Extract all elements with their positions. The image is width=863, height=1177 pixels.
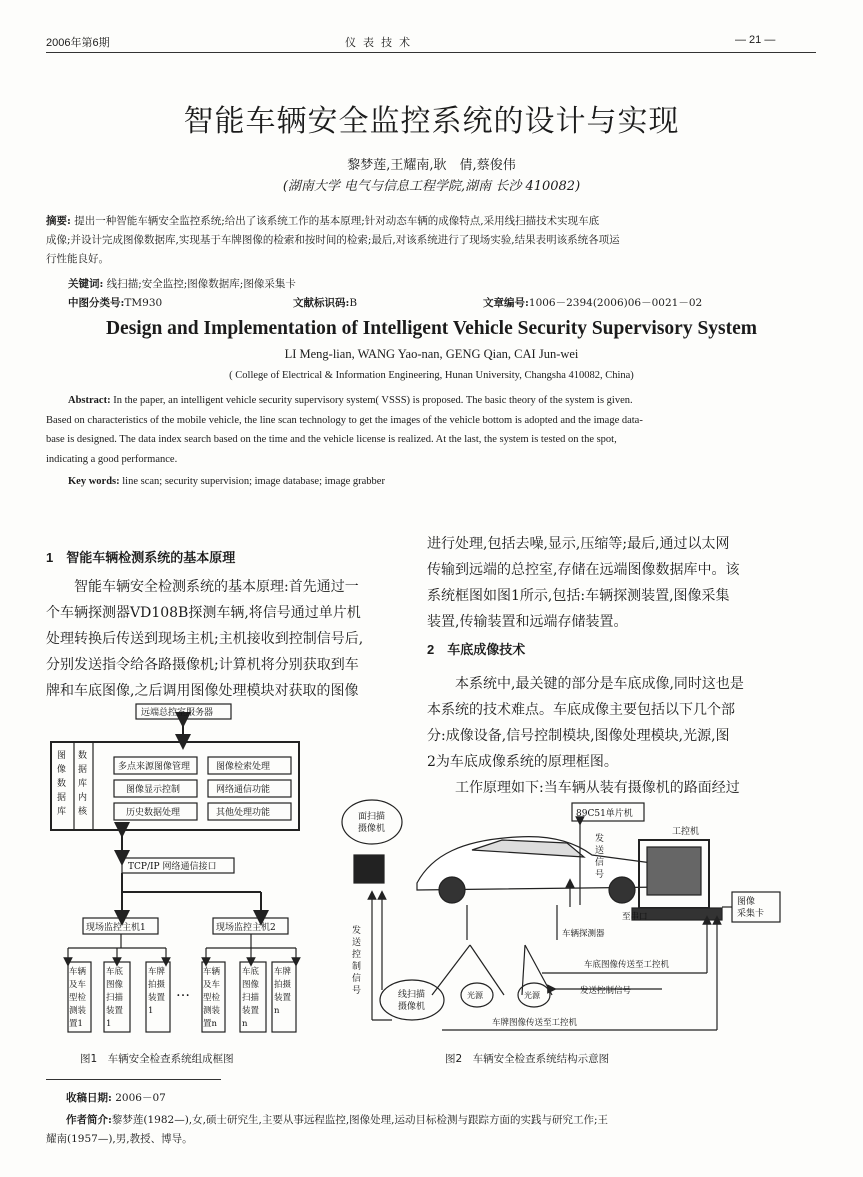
svg-text:核: 核 — [78, 807, 88, 817]
page-number: — 21 — — [735, 34, 776, 46]
abstract-en — [46, 391, 816, 469]
received-value: 2006－07 — [115, 1092, 166, 1104]
svg-text:信: 信 — [595, 858, 605, 868]
doc-code-value: B — [349, 297, 358, 309]
cell-label: 图像显示控制 — [126, 785, 181, 795]
mcu-label: 89C51单片机 — [576, 809, 633, 819]
cell-label: 多点来源图像管理 — [118, 762, 191, 772]
body-line: 2为车底成像系统的原理框图。 — [427, 754, 618, 770]
serial-label: 至串口 — [622, 912, 648, 922]
svg-text:号: 号 — [352, 986, 362, 996]
abstract-cn-label: 摘要: — [46, 215, 71, 227]
svg-text:号: 号 — [595, 870, 605, 880]
abstract-en-line: base is designed. The data index search based on the time and the vehicle license is realized. At the last, the system is tested on the spot, — [46, 434, 617, 445]
body-line: 分别发送指令给各路摄像机;计算机将分别获取到车 — [46, 657, 359, 673]
affiliation: (湖南大学 电气与信息工程学院,湖南 长沙 410082) — [282, 179, 581, 194]
received-date — [66, 1089, 166, 1108]
area-camera-label: 面扫描 — [358, 812, 386, 822]
svg-text:信: 信 — [352, 974, 362, 984]
area-camera-icon — [354, 855, 384, 883]
keywords-cn-text: 线扫描;安全监控;图像数据库;图像采集卡 — [106, 278, 296, 290]
bottom-image-label: 车底图像传送至工控机 — [584, 960, 670, 970]
body-line: 处理转换后传送到现场主机;主机接收到控制信号后, — [46, 631, 364, 647]
svg-text:测装: 测装 — [203, 1006, 221, 1016]
body-line: 智能车辆安全检测系统的基本原理:首先通过一 — [74, 579, 359, 595]
keywords-cn-label: 关键词: — [68, 278, 104, 290]
svg-text:及车: 及车 — [69, 980, 87, 990]
doc-code-label: 文献标识码: — [293, 297, 350, 309]
figure-2-diagram — [322, 795, 817, 1040]
svg-text:装置: 装置 — [106, 1006, 124, 1016]
abstract-cn-line: 行性能良好。 — [46, 253, 109, 265]
clc-value: TM930 — [124, 297, 163, 309]
paper-title: 智能车辆安全监控系统的设计与实现 — [183, 104, 680, 139]
section2-heading: 2 车底成像技术 — [427, 642, 526, 657]
grabber-label: 图像 — [737, 897, 756, 907]
svg-text:置n: 置n — [203, 1019, 217, 1029]
grabber-label: 采集卡 — [737, 909, 765, 919]
right-column-top — [427, 531, 807, 635]
article-no-value: 1006－2394(2006)06－0021－02 — [528, 297, 703, 309]
en-authors: LI Meng-lian, WANG Yao-nan, GENG Qian, CAI Jun-wei — [284, 347, 579, 361]
svg-text:库: 库 — [78, 779, 88, 789]
abstract-cn-line: 提出一种智能车辆安全监控系统;给出了该系统工作的基本原理;针对动态车辆的成像特点,采用线扫描技术实现车底 — [74, 215, 600, 227]
svg-text:型检: 型检 — [203, 993, 221, 1003]
en-title: Design and Implementation of Intelligent Vehicle Security Supervisory System — [105, 318, 758, 339]
svg-text:送: 送 — [352, 938, 362, 948]
bio-line: 黎梦莲(1982—),女,硕士研究生,主要从事远程监控,图像处理,运动目标检测与跟踪方面的实践与研究工作;王 — [111, 1114, 609, 1126]
svg-text:装置: 装置 — [274, 993, 292, 1003]
svg-text:1: 1 — [148, 1006, 154, 1016]
svg-text:n: n — [274, 1006, 280, 1016]
svg-text:数: 数 — [78, 751, 88, 761]
line-camera-bubble — [380, 980, 444, 1020]
server-label: 远端总控室服务器 — [141, 708, 214, 718]
svg-text:制: 制 — [352, 962, 362, 972]
cell-label: 其他处理功能 — [216, 808, 271, 818]
body-line: 本系统中,最关键的部分是车底成像,同时这也是 — [455, 676, 744, 692]
journal-name: 仪 表 技 术 — [345, 37, 413, 49]
tcp-label: TCP/IP 网络通信接口 — [128, 862, 217, 872]
classification-row — [68, 294, 808, 313]
svg-text:扫描: 扫描 — [106, 993, 124, 1003]
author-bio — [46, 1111, 821, 1149]
line-camera-label: 线扫描 — [398, 990, 426, 1000]
abstract-en-line: In the paper, an intelligent vehicle security supervisory system( VSSS) is proposed. The basic theory of the system is given. — [113, 395, 633, 406]
kernel-vertical-label — [78, 749, 88, 817]
svg-text:及车: 及车 — [203, 980, 221, 990]
abstract-cn — [46, 212, 816, 269]
svg-text:像: 像 — [57, 765, 67, 775]
footnote-rule — [46, 1079, 221, 1080]
body-line: 装置,传输装置和远端存储装置。 — [427, 614, 628, 630]
section2-body — [427, 671, 807, 801]
svg-text:扫描: 扫描 — [242, 993, 260, 1003]
abstract-cn-line: 成像;并设计完成图像数据库,实现基于车牌图像的检索和按时间的检索;最后,对该系统进行了现场实验,结果表明该系统各项运 — [46, 234, 620, 246]
figure-1-caption: 图1 车辆安全检查系统组成框图 — [80, 1053, 234, 1065]
abstract-en-line: Based on characteristics of the mobile vehicle, the line scan technology to get the images of the vehicle bottom is adopted and the image data- — [46, 414, 643, 426]
svg-text:n: n — [242, 1019, 248, 1029]
body-line: 进行处理,包括去噪,显示,压缩等;最后,通过以太网 — [427, 536, 730, 552]
svg-text:拍摄: 拍摄 — [148, 980, 166, 990]
ellipsis: … — [176, 984, 190, 1000]
body-line: 分:成像设备,信号控制模块,图像处理模块,光源,图 — [427, 728, 730, 744]
svg-text:装置: 装置 — [148, 993, 166, 1003]
control-signal-label: 发送控制信号 — [580, 986, 632, 996]
host1-label: 现场监控主机1 — [86, 923, 146, 933]
body-line: 传输到远端的总控室,存储在远端图像数据库中。该 — [427, 562, 740, 578]
clc-label: 中图分类号: — [68, 297, 125, 309]
svg-text:1: 1 — [106, 1019, 112, 1029]
plate-image-label: 车牌图像传送至工控机 — [492, 1018, 578, 1028]
host2-label: 现场监控主机2 — [216, 923, 276, 933]
svg-text:车底: 车底 — [106, 967, 124, 977]
line-camera-label: 摄像机 — [398, 1002, 426, 1012]
svg-text:型检: 型检 — [69, 993, 87, 1003]
svg-text:拍摄: 拍摄 — [274, 980, 292, 990]
svg-text:图像: 图像 — [242, 980, 260, 990]
light-label: 光源 — [524, 991, 540, 1000]
svg-text:库: 库 — [57, 807, 67, 817]
keywords-en — [68, 476, 385, 487]
header-rule — [46, 52, 816, 53]
control-signal-vertical-label — [352, 924, 361, 996]
body-line: 牌和车底图像,之后调用图像处理模块对获取的图像 — [46, 683, 359, 699]
section1-heading: 1 智能车辆检测系统的基本原理 — [46, 550, 236, 565]
svg-text:发: 发 — [595, 834, 605, 844]
svg-text:据: 据 — [78, 765, 88, 775]
body-line: 个车辆探测器VD108B探测车辆,将信号通过单片机 — [46, 605, 361, 621]
svg-text:车辆: 车辆 — [69, 967, 87, 977]
keywords-en-text: line scan; security supervision; image database; image grabber — [122, 476, 385, 487]
area-camera-label: 摄像机 — [358, 824, 386, 834]
cell-label: 历史数据处理 — [126, 808, 181, 818]
svg-text:置1: 置1 — [69, 1019, 83, 1029]
light-label: 光源 — [467, 991, 483, 1000]
section1-body — [46, 574, 416, 704]
svg-text:图: 图 — [57, 751, 67, 761]
svg-text:数: 数 — [57, 779, 67, 789]
body-line: 本系统的技术难点。车底成像主要包括以下几个部 — [427, 702, 735, 718]
received-label: 收稿日期: — [66, 1092, 112, 1104]
svg-text:据: 据 — [57, 793, 67, 803]
abstract-en-line: indicating a good performance. — [46, 453, 178, 465]
abstract-en-label: Abstract: — [68, 395, 111, 406]
body-line: 工作原理如下:当车辆从装有摄像机的路面经过 — [455, 780, 740, 796]
body-line: 系统框图如图1所示,包括:车辆探测装置,图像采集 — [427, 588, 730, 604]
cell-label: 网络通信功能 — [216, 785, 271, 795]
svg-text:车底: 车底 — [242, 967, 260, 977]
svg-text:车辆: 车辆 — [203, 967, 221, 977]
journal-issue: 2006年第6期 — [46, 37, 110, 49]
figure-1-diagram — [46, 700, 306, 1045]
svg-text:车牌: 车牌 — [274, 967, 292, 977]
svg-text:控: 控 — [352, 950, 362, 960]
svg-text:装置: 装置 — [242, 1006, 260, 1016]
pc-label: 工控机 — [672, 827, 700, 837]
svg-text:内: 内 — [78, 793, 88, 803]
svg-text:图像: 图像 — [106, 980, 124, 990]
cell-label: 图像检索处理 — [216, 762, 271, 772]
en-affiliation: ( College of Electrical & Information Engineering, Hunan University, Changsha 410082, China) — [229, 370, 634, 381]
bio-label: 作者简介: — [66, 1114, 112, 1126]
svg-text:发: 发 — [352, 926, 362, 936]
keywords-en-label: Key words: — [68, 476, 120, 487]
db-vertical-label — [57, 750, 66, 817]
article-no-label: 文章编号: — [483, 297, 529, 309]
area-camera-bubble — [342, 800, 402, 844]
bio-line: 耀南(1957—),男,教授、博导。 — [46, 1133, 193, 1145]
svg-text:送: 送 — [595, 846, 605, 856]
keywords-cn — [68, 275, 296, 294]
figure-2-caption: 图2 车辆安全检查系统结构示意图 — [445, 1053, 610, 1065]
svg-text:车牌: 车牌 — [148, 967, 166, 977]
authors: 黎梦莲,王耀南,耿 倩,蔡俊伟 — [347, 158, 516, 173]
svg-text:测装: 测装 — [69, 1006, 87, 1016]
detector-label: 车辆探测器 — [562, 929, 605, 939]
